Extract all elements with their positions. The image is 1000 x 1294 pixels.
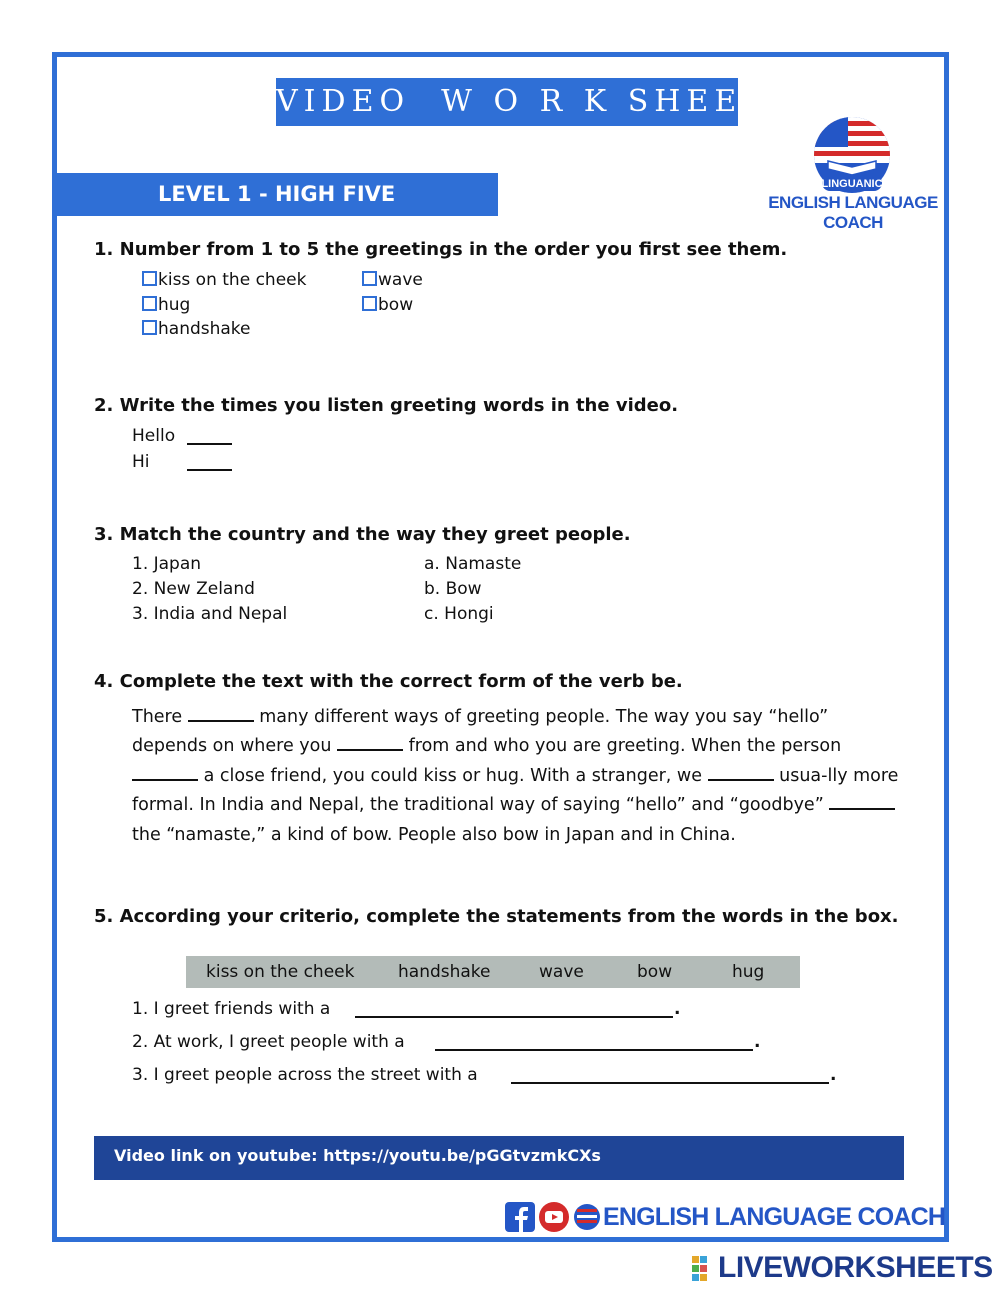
option-handshake[interactable]: handshake	[142, 317, 251, 341]
box-word: bow	[637, 962, 673, 982]
checkbox-icon[interactable]	[142, 320, 157, 335]
verb-blank-2[interactable]	[337, 735, 403, 751]
greeting-item: b. Bow	[424, 579, 482, 599]
word-box	[186, 956, 800, 988]
option-kiss[interactable]: kiss on the cheek	[142, 268, 306, 292]
hello-count-blank[interactable]	[187, 443, 232, 445]
level-banner: LEVEL 1 - HIGH FIVE	[57, 173, 498, 216]
word-hi: Hi	[132, 452, 150, 472]
question-2: 2. Write the times you listen greeting words in the video.	[94, 395, 679, 416]
fill-in-paragraph: There many different ways of greeting people. The way you say “hello” depends on where you from and who you are greeting. When the person a close friend, you could kiss or hug. With a stranger, we usua-lly more formal. In India and Nepal, the traditional way of saying “hello” and “goodbye” the “namaste,” a kind of bow. People also bow in Japan and in China.	[132, 707, 899, 845]
logo-line-1: ENGLISH LANGUAGE	[768, 193, 938, 212]
question-1: 1. Number from 1 to 5 the greetings in the order you first see them.	[94, 239, 788, 260]
linguanic-small-icon	[574, 1204, 600, 1230]
checkbox-icon[interactable]	[142, 271, 157, 286]
statement-3: 3. I greet people across the street with a	[132, 1065, 478, 1085]
statement-1-period: .	[674, 999, 681, 1019]
statement-1: 1. I greet friends with a	[132, 999, 331, 1019]
video-link-bar[interactable]: Video link on youtube: https://youtu.be/pGGtvzmkCXs	[94, 1136, 904, 1180]
facebook-icon	[505, 1202, 535, 1232]
box-word: wave	[539, 962, 584, 982]
social-icons	[505, 1200, 601, 1234]
answer-line-2[interactable]	[435, 1049, 753, 1051]
youtube-icon	[539, 1202, 569, 1232]
liveworksheets-logo: LIVEWORKSHEETS	[718, 1251, 993, 1284]
checkbox-icon[interactable]	[362, 271, 377, 286]
verb-blank-5[interactable]	[829, 794, 895, 810]
country-item: 3. India and Nepal	[132, 604, 288, 624]
option-bow[interactable]: bow	[362, 293, 413, 317]
logo-badge-text: LINGUANIC	[821, 178, 883, 190]
checkbox-icon[interactable]	[142, 296, 157, 311]
worksheet-title: VIDEO W O R K SHEET	[276, 78, 738, 126]
country-item: 1. Japan	[132, 554, 202, 574]
statement-2-period: .	[754, 1032, 761, 1052]
box-word: hug	[732, 962, 765, 982]
answer-line-1[interactable]	[355, 1016, 673, 1018]
question-5: 5. According your criterio, complete the statements from the words in the box.	[94, 906, 899, 927]
option-hug[interactable]: hug	[142, 293, 190, 317]
verb-blank-3[interactable]	[132, 765, 198, 781]
box-word: handshake	[398, 962, 491, 982]
statement-2: 2. At work, I greet people with a	[132, 1032, 405, 1052]
box-word: kiss on the cheek	[206, 962, 355, 982]
option-wave[interactable]: wave	[362, 268, 423, 292]
question-4: 4. Complete the text with the correct form of the verb be.	[94, 671, 683, 692]
verb-blank-4[interactable]	[708, 765, 774, 781]
answer-line-3[interactable]	[511, 1082, 829, 1084]
verb-blank-1[interactable]	[188, 706, 254, 722]
question-3: 3. Match the country and the way they greet people.	[94, 524, 631, 545]
hi-count-blank[interactable]	[187, 469, 232, 471]
logo-caption	[768, 193, 938, 233]
logo-line-2: COACH	[823, 213, 883, 232]
word-hello: Hello	[132, 426, 176, 446]
statement-3-period: .	[830, 1065, 837, 1085]
brand-name: ENGLISH LANGUAGE COACH	[603, 1203, 946, 1231]
checkbox-icon[interactable]	[362, 296, 377, 311]
liveworksheets-icon	[692, 1256, 716, 1282]
greeting-item: c. Hongi	[424, 604, 494, 624]
country-item: 2. New Zeland	[132, 579, 255, 599]
greeting-item: a. Namaste	[424, 554, 522, 574]
